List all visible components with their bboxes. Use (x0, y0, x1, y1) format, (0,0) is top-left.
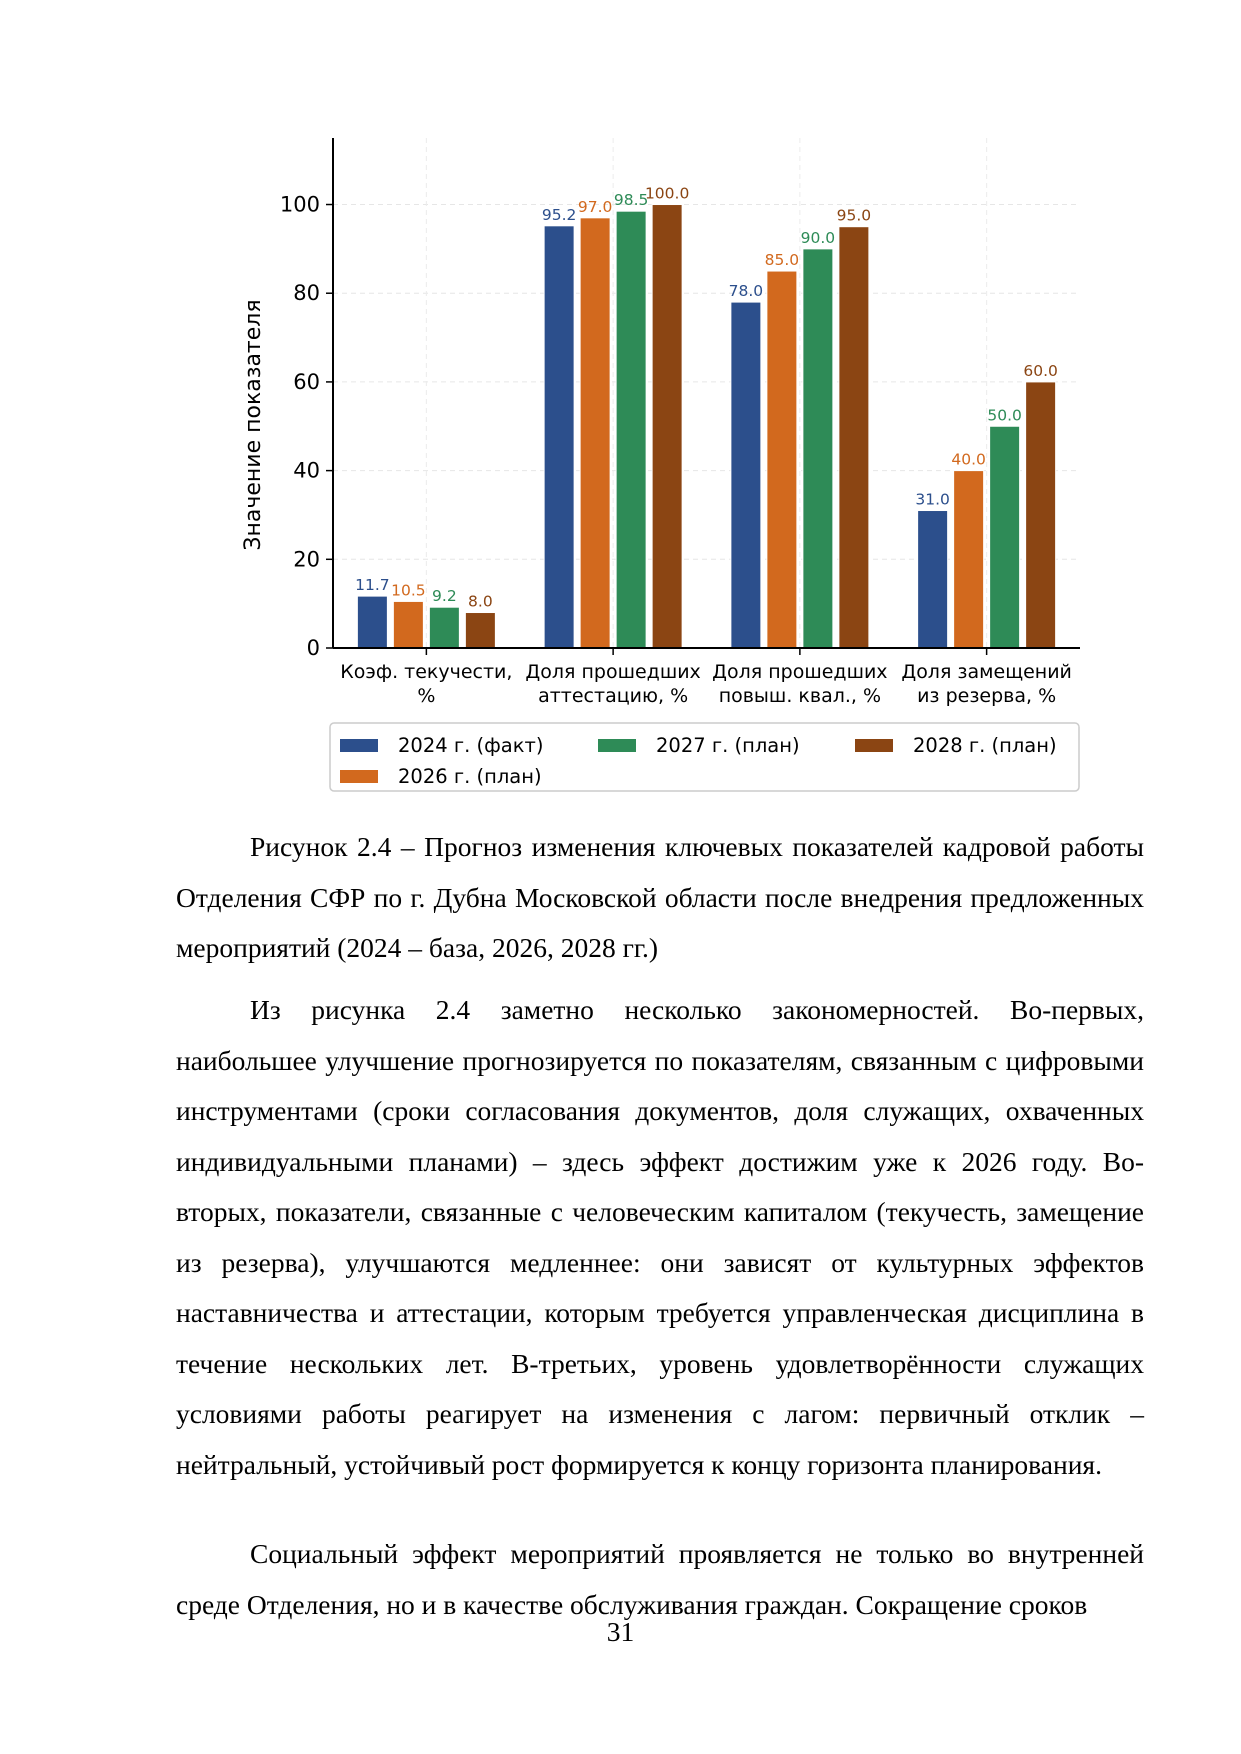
page-number: 31 (606, 1616, 635, 1647)
data-label: 85.0 (764, 251, 800, 270)
figure-caption: Рисунок 2.4 – Прогноз изменения ключевых показателей кадровой работы Отделения СФР по г. Дубна Московской области после внедрения предложенных мероприятий (2024 – база, 2026, 2028 гг.) (176, 831, 1144, 963)
body-paragraph-1: Из рисунка 2.4 заметно несколько закономерностей. Во-первых, наибольшее улучшение прогнозируется по показателям, связанным с цифровыми инструментами (сроки согласования документов, доля служащих, охваченных индивидуальными планами) – здесь эффект достижим уже к 2026 году. Во-вторых, показатели, связанные с человеческим капиталом (текучесть, замещение из резерва), улучшаются медленнее: они зависят от культурных эффектов наставничества и аттестации, которым требуется управленческая дисциплина в течение нескольких лет. В-третьих, уровень удовлетворённости служащих условиями работы реагирует на изменения с лагом: первичный отклик – нейтральный, устойчивый рост формируется к концу горизонта планирования. (176, 994, 1144, 1480)
x-tick-label: из резерва, % (917, 685, 1057, 707)
data-label: 97.0 (577, 197, 613, 216)
data-label: 9.2 (432, 587, 457, 606)
bar (767, 271, 797, 648)
legend-swatch (340, 770, 378, 783)
data-label: 10.5 (391, 581, 426, 600)
data-label: 100.0 (644, 184, 690, 203)
y-tick-label: 100 (279, 192, 320, 217)
data-label: 31.0 (915, 490, 950, 509)
data-label: 50.0 (987, 406, 1022, 425)
data-label: 95.2 (541, 205, 577, 224)
legend-swatch (340, 739, 378, 752)
x-tick-label: повыш. квал., % (718, 685, 882, 707)
bar (544, 226, 574, 648)
x-tick-label: Доля прошедших (712, 661, 888, 683)
bar (429, 607, 459, 648)
legend-label: 2028 г. (план) (913, 734, 1057, 757)
legend (330, 723, 1079, 791)
x-tick-label: % (417, 685, 436, 707)
legend-label: 2027 г. (план) (656, 734, 800, 757)
data-label: 60.0 (1023, 361, 1058, 380)
x-tick-label: Доля замещений (901, 661, 1072, 683)
data-label: 90.0 (800, 228, 836, 247)
x-tick-label: Коэф. текучести, (340, 661, 513, 683)
legend-swatch (855, 739, 893, 752)
legend-swatch (598, 739, 636, 752)
bar (357, 596, 387, 648)
bar (580, 218, 610, 648)
data-label: 11.7 (355, 576, 390, 595)
data-labels (355, 185, 1058, 611)
data-label: 98.5 (613, 191, 649, 210)
bar (803, 249, 833, 648)
y-tick-label: 0 (306, 636, 320, 660)
legend-label: 2024 г. (факт) (398, 734, 544, 757)
bars (357, 205, 1055, 648)
y-tick-label: 40 (293, 458, 320, 483)
legend-label: 2026 г. (план) (398, 765, 542, 788)
bar (616, 211, 646, 648)
data-label: 95.0 (836, 206, 872, 225)
y-axis-label: Значение показателя (241, 299, 266, 551)
bar (839, 227, 869, 648)
y-tick-label: 80 (293, 281, 320, 306)
x-tick-label: Доля прошедших (525, 661, 701, 683)
bar (918, 511, 948, 648)
x-tick-label: аттестацию, % (538, 685, 689, 707)
bar (954, 471, 984, 648)
bar (1026, 382, 1056, 648)
body-paragraph-2: Социальный эффект мероприятий проявляется не только во внутренней среде Отделения, но и в качестве обслуживания граждан. Сокращение сроков (176, 1538, 1144, 1620)
data-label: 8.0 (468, 592, 493, 611)
bar (465, 613, 495, 648)
data-label: 40.0 (951, 450, 986, 469)
bar (652, 205, 682, 648)
bar (731, 302, 761, 648)
y-tick-label: 20 (293, 547, 320, 572)
bar (393, 601, 423, 648)
data-label: 78.0 (728, 282, 764, 301)
bar (990, 426, 1020, 648)
bar-chart (0, 0, 1241, 820)
y-tick-label: 60 (293, 369, 320, 394)
